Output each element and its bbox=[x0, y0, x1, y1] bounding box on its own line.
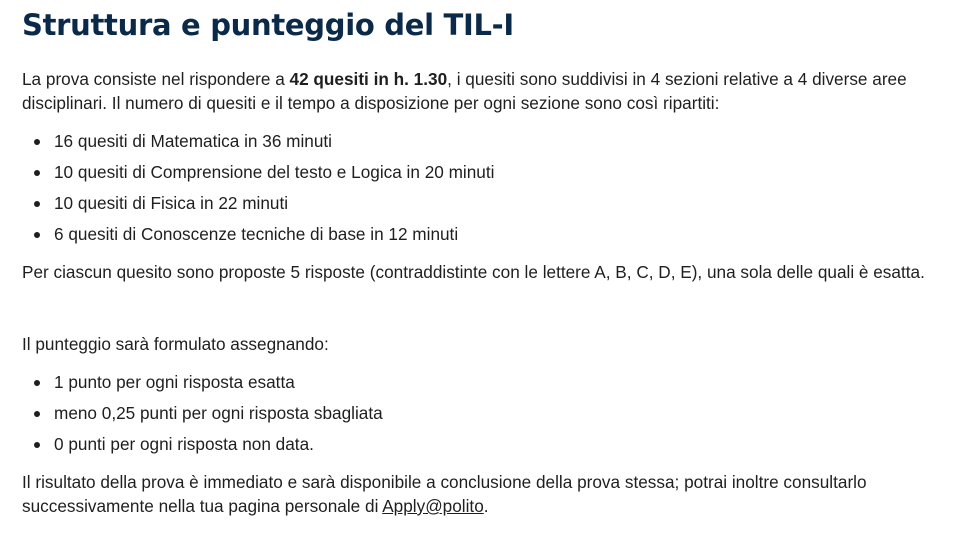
result-paragraph bbox=[22, 470, 947, 518]
list-item bbox=[22, 367, 947, 398]
page-title: Struttura e punteggio del TIL-I bbox=[22, 8, 514, 42]
bullet-icon bbox=[34, 411, 40, 417]
list-item-text: 10 quesiti di Fisica in 22 minuti bbox=[54, 193, 289, 213]
list-item bbox=[22, 219, 947, 250]
list-item bbox=[22, 188, 947, 219]
list-item bbox=[22, 398, 947, 429]
list-item-text: 0 punti per ogni risposta non data. bbox=[54, 434, 314, 454]
list-item-text: 16 quesiti di Matematica in 36 minuti bbox=[54, 131, 333, 151]
intro-paragraph bbox=[22, 67, 947, 115]
bullet-icon bbox=[34, 170, 40, 176]
bullet-icon bbox=[34, 442, 40, 448]
apply-polito-link[interactable]: Apply@polito bbox=[382, 496, 484, 516]
result-text: Il risultato della prova è immediato e sarà disponibile a conclusione della prova stessa; potrai inoltre consultarlo successivamente nella tua pagina personale di bbox=[22, 472, 867, 516]
intro-text-end: , i quesiti sono suddivisi in 4 sezioni relative a 4 diverse aree disciplinari. Il numero di quesiti e il tempo a disposizione per ogni sezione sono così ripartiti: bbox=[22, 69, 907, 113]
intro-text-start: La prova consiste nel rispondere a bbox=[22, 69, 290, 89]
scoring-list bbox=[22, 367, 947, 460]
result-text-end: . bbox=[483, 496, 489, 516]
bullet-icon bbox=[34, 232, 40, 238]
sections-list bbox=[22, 126, 947, 250]
list-item-text: meno 0,25 punti per ogni risposta sbagliata bbox=[54, 403, 383, 423]
list-item bbox=[22, 126, 947, 157]
list-item-text: 6 quesiti di Conoscenze tecniche di base in 12 minuti bbox=[54, 224, 459, 244]
article-content bbox=[22, 0, 947, 518]
answers-paragraph: Per ciascun quesito sono proposte 5 risposte (contraddistinte con le lettere A, B, C, D, E), una sola delle quali è esatta. bbox=[22, 262, 925, 282]
list-item-text: 1 punto per ogni risposta esatta bbox=[54, 372, 295, 392]
intro-bold-text: 42 quesiti in h. 1.30 bbox=[289, 69, 448, 89]
list-item bbox=[22, 429, 947, 460]
list-item bbox=[22, 157, 947, 188]
bullet-icon bbox=[34, 139, 40, 145]
bullet-icon bbox=[34, 380, 40, 386]
list-item-text: 10 quesiti di Comprensione del testo e Logica in 20 minuti bbox=[54, 162, 495, 182]
scoring-intro: Il punteggio sarà formulato assegnando: bbox=[22, 334, 329, 354]
bullet-icon bbox=[34, 201, 40, 207]
